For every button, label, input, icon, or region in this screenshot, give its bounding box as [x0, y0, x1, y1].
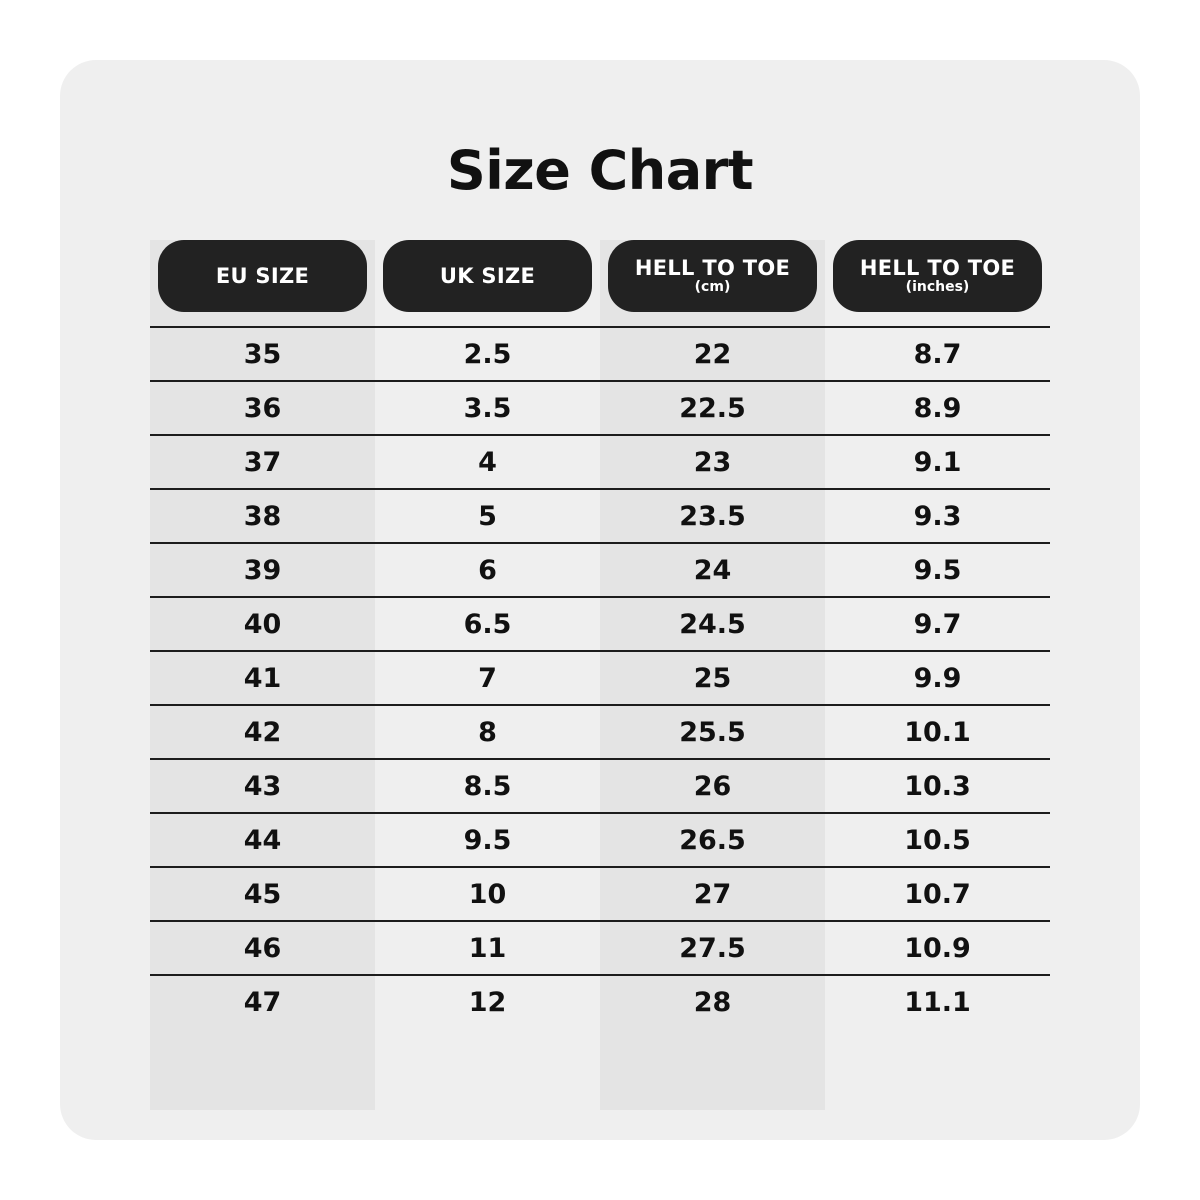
table-row [150, 921, 1050, 975]
cell-heel-to-toe-cm: 24 [600, 543, 825, 597]
cell-heel-to-toe-cm: 22 [600, 327, 825, 381]
cell-heel-to-toe-inches: 10.1 [825, 705, 1050, 759]
table-header-row [150, 240, 1050, 327]
table-row [150, 867, 1050, 921]
cell-heel-to-toe-cm: 22.5 [600, 381, 825, 435]
cell-heel-to-toe-cm: 24.5 [600, 597, 825, 651]
cell-heel-to-toe-inches: 10.7 [825, 867, 1050, 921]
size-table-wrapper [150, 240, 1050, 1028]
column-header-unit: (cm) [694, 279, 731, 296]
column-header-uk-size [375, 240, 600, 327]
cell-heel-to-toe-cm: 28 [693, 986, 732, 1018]
cell-uk-size: 5 [375, 489, 600, 543]
table-row [150, 327, 1050, 381]
size-table [150, 240, 1050, 1028]
cell-heel-to-toe-inches: 8.7 [825, 327, 1050, 381]
table-row [150, 759, 1050, 813]
column-header-label: EU SIZE [215, 263, 310, 288]
cell-uk-size: 9.5 [375, 813, 600, 867]
size-chart-card [60, 60, 1140, 1140]
cell-eu-size: 41 [150, 651, 375, 705]
cell-heel-to-toe-cm: 26.5 [600, 813, 825, 867]
cell-heel-to-toe-cm: 25.5 [600, 705, 825, 759]
column-header-heel-to-toe-cm [600, 240, 825, 327]
table-row [150, 975, 1050, 1028]
cell-heel-to-toe-inches: 10.9 [825, 921, 1050, 975]
column-header-label: HELL TO TOE [859, 256, 1016, 281]
table-row [150, 381, 1050, 435]
cell-heel-to-toe-inches: 9.5 [825, 543, 1050, 597]
cell-heel-to-toe-cm: 23 [600, 435, 825, 489]
cell-eu-size: 45 [150, 867, 375, 921]
table-row [150, 435, 1050, 489]
table-row [150, 813, 1050, 867]
cell-uk-size: 2.5 [375, 327, 600, 381]
cell-heel-to-toe-inches: 8.9 [825, 381, 1050, 435]
header-pill [383, 240, 592, 312]
cell-heel-to-toe-inches: 9.9 [825, 651, 1050, 705]
cell-uk-size: 10 [375, 867, 600, 921]
cell-uk-size: 8.5 [375, 759, 600, 813]
cell-eu-size: 46 [150, 921, 375, 975]
cell-heel-to-toe-inches: 11.1 [904, 986, 971, 1018]
cell-eu-size: 44 [150, 813, 375, 867]
cell-heel-to-toe-inches: 9.3 [825, 489, 1050, 543]
cell-heel-to-toe-inches: 9.7 [825, 597, 1050, 651]
cell-uk-size: 11 [375, 921, 600, 975]
cell-heel-to-toe-cm: 27 [600, 867, 825, 921]
table-row [150, 597, 1050, 651]
cell-eu-size: 47 [243, 986, 282, 1018]
cell-heel-to-toe-cm: 25 [600, 651, 825, 705]
cell-heel-to-toe-inches: 9.1 [825, 435, 1050, 489]
cell-heel-to-toe-cm: 23.5 [600, 489, 825, 543]
table-row [150, 705, 1050, 759]
cell-eu-size: 43 [150, 759, 375, 813]
cell-uk-size: 8 [375, 705, 600, 759]
column-header-unit: (inches) [905, 279, 970, 296]
page-title: Size Chart [446, 139, 754, 202]
table-body [150, 327, 1050, 1028]
cell-heel-to-toe-cm: 27.5 [600, 921, 825, 975]
cell-eu-size: 36 [150, 381, 375, 435]
header-pill [158, 240, 367, 312]
cell-eu-size: 35 [150, 327, 375, 381]
column-header-label: UK SIZE [439, 263, 536, 288]
header-pill [608, 240, 817, 312]
cell-eu-size: 37 [150, 435, 375, 489]
header-pill [833, 240, 1042, 312]
table-row [150, 543, 1050, 597]
cell-heel-to-toe-inches: 10.5 [825, 813, 1050, 867]
cell-eu-size: 38 [150, 489, 375, 543]
cell-eu-size: 39 [150, 543, 375, 597]
cell-heel-to-toe-inches: 10.3 [825, 759, 1050, 813]
cell-heel-to-toe-cm: 26 [600, 759, 825, 813]
cell-uk-size: 6.5 [375, 597, 600, 651]
column-header-label: HELL TO TOE [634, 256, 791, 281]
column-header-heel-to-toe-inches [825, 240, 1050, 327]
cell-uk-size: 3.5 [375, 381, 600, 435]
cell-eu-size: 42 [150, 705, 375, 759]
table-head [150, 240, 1050, 327]
column-header-eu-size [150, 240, 375, 327]
table-row [150, 489, 1050, 543]
cell-uk-size: 6 [375, 543, 600, 597]
cell-uk-size: 7 [375, 651, 600, 705]
table-row [150, 651, 1050, 705]
cell-uk-size: 12 [468, 986, 507, 1018]
cell-uk-size: 4 [375, 435, 600, 489]
cell-eu-size: 40 [150, 597, 375, 651]
